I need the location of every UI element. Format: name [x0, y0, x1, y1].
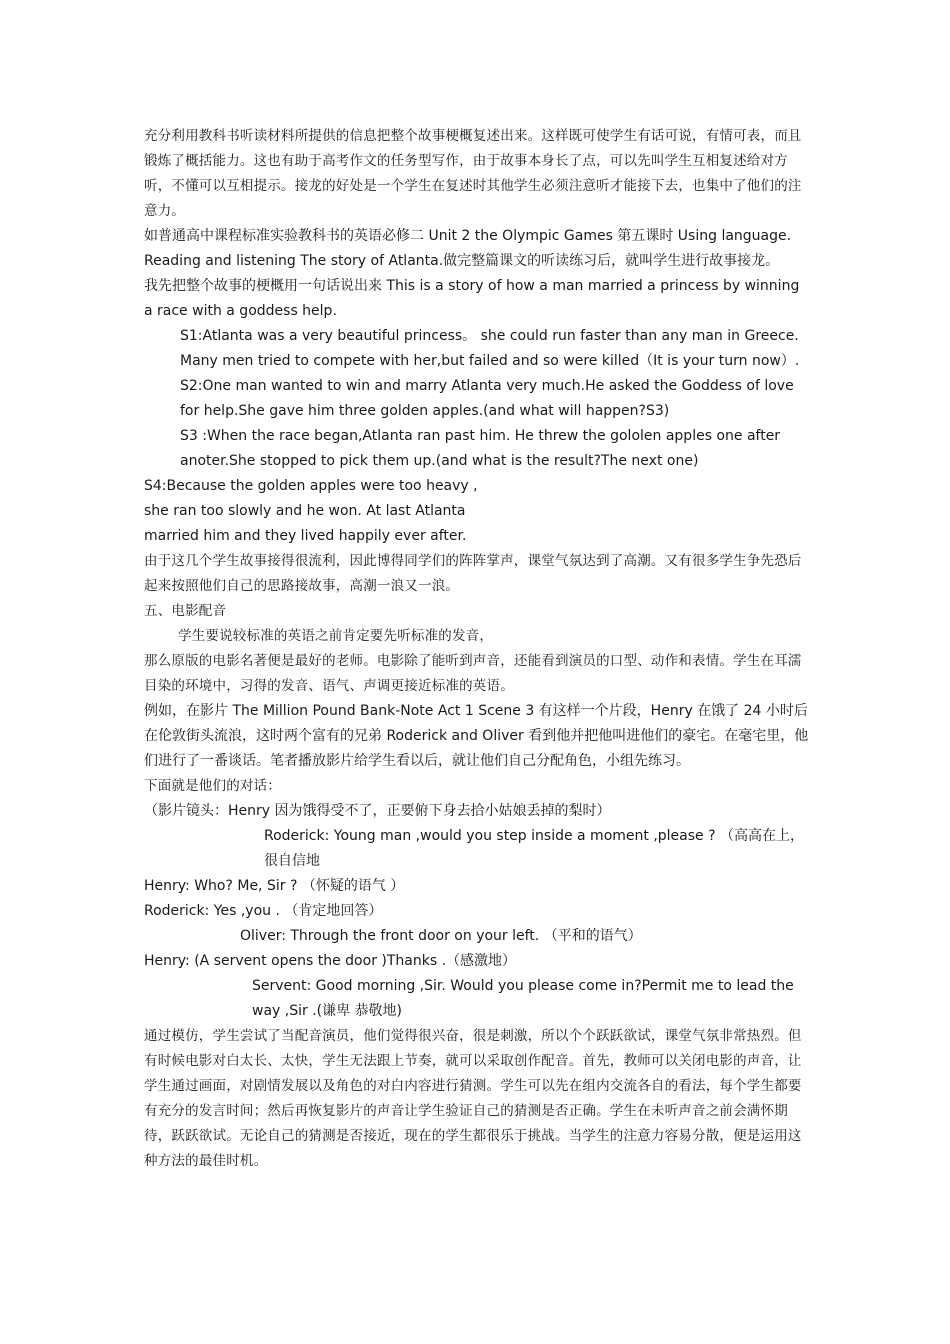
student-line-s4: S4:Because the golden apples were too heavy , she ran too slowly and he won. At last Atlanta married him and they lived happily ever after. — [144, 478, 478, 544]
paragraph-film-example: 例如，在影片 The Million Pound Bank-Note Act 1 Scene 3 有这样一个片段，Henry 在饿了 24 小时后在伦敦街头流浪，这时两个富有的兄弟 Roderick and Oliver 看到他并把他叫进他们的豪宅。在毫宅里，他们进行了一番谈话。笔者播放影片给学生看以后，就让他们自己分配角色，小组先练习。 — [144, 703, 809, 769]
section-heading-film-dubbing: 五、电影配音 — [144, 603, 227, 619]
paragraph-original-films: 那么原版的电影名著便是最好的老师。电影除了能听到声音，还能看到演员的口型、动作和表情。学生在耳濡目染的环境中，习得的发音、语气、声调更接近标准的英语。 — [144, 653, 802, 694]
paragraph-textbook-example: 如普通高中课程标准实验教科书的英语必修二 Unit 2 the Olympic Games 第五课时 Using language. Reading and listening The story of Atlanta.做完整篇课文的听读练习后，就叫学生进行故事接龙。 — [144, 228, 792, 269]
student-line-s1: S1:Atlanta was a very beautiful princess。 she could run faster than any man in Greece. Many men tried to compete with her,but failed and so were killed（It is your turn now）. — [180, 328, 800, 369]
student-line-s3: S3 :When the race began,Atlanta ran past him. He threw the gololen apples one after anoter.She stopped to pick them up.(and what is the result?The next one) — [180, 428, 781, 469]
document-body — [144, 124, 812, 1174]
paragraph-retelling-benefits: 充分利用教科书听读材料所提供的信息把整个故事梗概复述出来。这样既可使学生有话可说，有情可表，而且锻炼了概括能力。这也有助于高考作文的任务型写作，由于故事本身长了点，可以先叫学生互相复述给对方听，不懂可以互相提示。接龙的好处是一个学生在复述时其他学生必须注意听才能接下去，也集中了他们的注意力。 — [144, 128, 802, 219]
dialogue-oliver: Oliver: Through the front door on your left. （平和的语气） — [240, 928, 642, 944]
dialogue-henry-1: Henry: Who? Me, Sir ? （怀疑的语气 ） — [144, 878, 405, 894]
paragraph-story-summary: 我先把整个故事的梗概用一句话说出来 This is a story of how a man married a princess by winning a race with a goddess help. — [144, 278, 800, 319]
paragraph-dubbing-method: 通过模仿，学生尝试了当配音演员，他们觉得很兴奋，很是刺激，所以个个跃跃欲试，课堂气氛非常热烈。但有时候电影对白太长、太快，学生无法跟上节奏，就可以采取创作配音。首先，教师可以关闭电影的声音，让学生通过画面，对剧情发展以及角色的对白内容进行猜测。学生可以先在组内交流各自的看法，每个学生都要有充分的发言时间；然后再恢复影片的声音让学生验证自己的猜测是否正确。学生在未听声音之前会满怀期待，跃跃欲试。无论自己的猜测是否接近，现在的学生都很乐于挑战。当学生的注意力容易分散，便是运用这种方法的最佳时机。 — [144, 1028, 802, 1169]
paragraph-scene-note: （影片镜头：Henry 因为饿得受不了，正要俯下身去拾小姑娘丢掉的梨时） — [144, 803, 611, 819]
dialogue-henry-2: Henry: (A servent opens the door )Thanks .（感激地） — [144, 953, 517, 969]
paragraph-classroom-climax: 由于这几个学生故事接得很流利，因此博得同学们的阵阵掌声，课堂气氛达到了高潮。又有很多学生争先恐后起来按照他们自己的思路接故事，高潮一浪又一浪。 — [144, 553, 802, 594]
paragraph-standard-pronunciation: 学生要说较标准的英语之前肯定要先听标准的发音， — [178, 628, 494, 644]
dialogue-servent: Servent: Good morning ,Sir. Would you please come in?Permit me to lead the way ,Sir .(谦卑 恭敬地) — [252, 978, 794, 1019]
dialogue-roderick-2: Roderick: Yes ,you . （肯定地回答） — [144, 903, 383, 919]
paragraph-dialogue-intro: 下面就是他们的对话： — [144, 778, 281, 794]
dialogue-roderick-1: Roderick: Young man ,would you step inside a moment ,please ? （高高在上，很自信地 — [264, 828, 804, 869]
student-line-s2: S2:One man wanted to win and marry Atlanta very much.He asked the Goddess of love for help.She gave him three golden apples.(and what will happen?S3) — [180, 378, 794, 419]
